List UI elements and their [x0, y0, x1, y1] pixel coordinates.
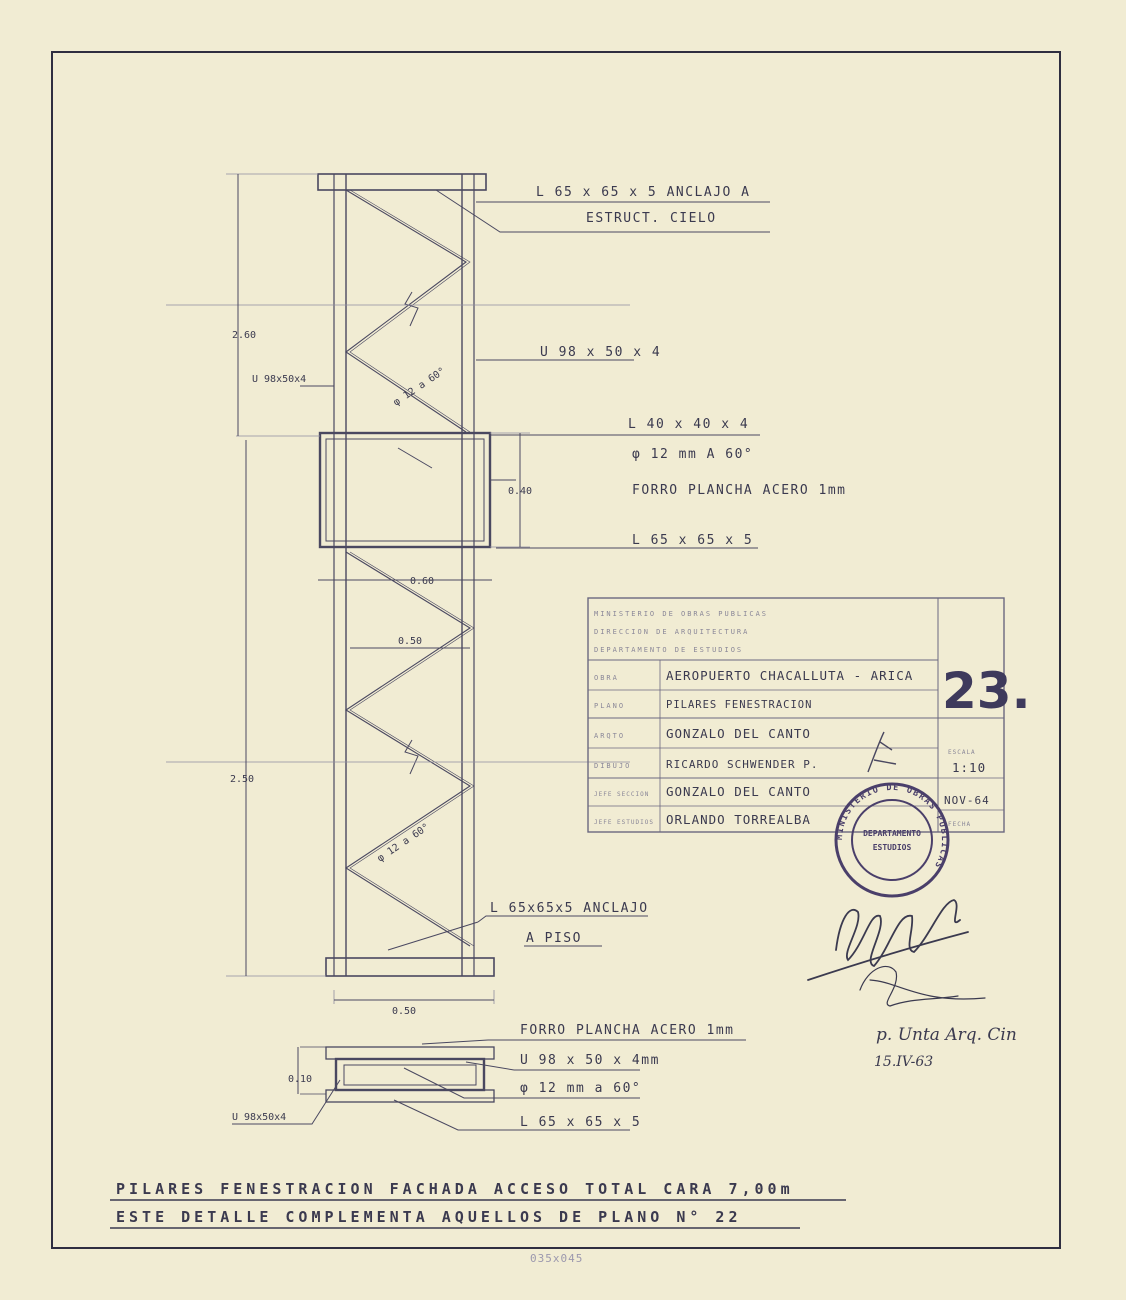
- tb-fecha-label: FECHA: [948, 821, 972, 828]
- tb-ministry: MINISTERIO DE OBRAS PUBLICAS: [594, 610, 769, 618]
- pillar-section: [232, 1040, 746, 1130]
- dim-upper-height: 2.60: [232, 330, 257, 341]
- tb-row-value-dibujo: RICARDO SCHWENDER P.: [666, 758, 819, 771]
- approval-line: p. Unta Arq. Cin: [876, 1025, 1017, 1045]
- tb-row-key-obra: OBRA: [594, 674, 619, 682]
- stamp-center-2: ESTUDIOS: [872, 843, 912, 852]
- round-stamp: [835, 783, 949, 896]
- label-forro: FORRO PLANCHA ACERO 1mm: [632, 483, 847, 498]
- label-sec-angle: L 65 x 65 x 5: [520, 1115, 642, 1130]
- top-cap-plate: [318, 174, 486, 190]
- label-sec-bar: φ 12 mm a 60°: [520, 1081, 642, 1096]
- label-channel-left: U 98x50x4: [252, 374, 307, 385]
- base-plate: [326, 958, 494, 976]
- pillar-elevation: [318, 174, 494, 976]
- tb-row-value-jefe-estudios: ORLANDO TORREALBA: [666, 812, 811, 827]
- label-sec-forro: FORRO PLANCHA ACERO 1mm: [520, 1023, 735, 1038]
- tb-row-key-jefe-estudios: JEFE ESTUDIOS: [594, 819, 654, 826]
- leader-lines: [300, 190, 770, 950]
- title-block-text: [594, 610, 1031, 828]
- tb-row-key-dibujo: DIBUJO: [594, 762, 632, 770]
- signature-underline: [808, 932, 968, 980]
- archive-mark: 035x045: [530, 1252, 584, 1265]
- tb-sheet-number: 23.: [942, 662, 1031, 720]
- drafter-initials: [868, 732, 896, 772]
- label-brace-lower: φ 12 a 60°: [375, 821, 432, 865]
- signatures: [808, 900, 985, 1006]
- dimension-lines: [238, 174, 520, 1094]
- tb-scale: 1:10: [952, 760, 987, 775]
- dim-width-060: 0.60: [410, 576, 435, 587]
- tb-escala-label: ESCALA: [948, 749, 976, 756]
- label-angle-40: L 40 x 40 x 4: [628, 417, 750, 432]
- section-top-plate: [326, 1047, 494, 1059]
- dim-box-height: 0.40: [508, 486, 533, 497]
- tb-row-value-jefe-seccion: GONZALO DEL CANTO: [666, 784, 811, 799]
- stamp-ring-text: MINISTERIO DE OBRAS PUBLICAS: [834, 782, 950, 871]
- label-top-angle-2: ESTRUCT. CIELO: [586, 211, 717, 226]
- tb-row-key-plano: PLANO: [594, 702, 626, 710]
- label-sec-channel-left: U 98x50x4: [232, 1112, 287, 1123]
- dim-width-050-bottom: 0.50: [392, 1006, 417, 1017]
- label-channel-right: U 98 x 50 x 4: [540, 345, 662, 360]
- dim-section-depth: 0.10: [288, 1074, 313, 1085]
- tb-direction: DIRECCION DE ARQUITECTURA: [594, 628, 750, 636]
- tb-row-key-jefe-seccion: JEFE SECCION: [594, 791, 650, 798]
- signature-main: [836, 900, 960, 966]
- section-bottom-plate: [326, 1090, 494, 1102]
- lower-brace: [346, 552, 470, 946]
- dim-width-050-mid: 0.50: [398, 636, 423, 647]
- label-sec-channel: U 98 x 50 x 4mm: [520, 1053, 660, 1068]
- tb-row-key-arqto: ARQTO: [594, 732, 626, 740]
- extension-lines: [166, 174, 630, 1004]
- tb-row-value-arqto: GONZALO DEL CANTO: [666, 726, 811, 741]
- title-line-1: PILARES FENESTRACION FACHADA ACCESO TOTAL CARA 7,00m: [116, 1180, 794, 1198]
- tb-date: NOV-64: [944, 794, 990, 807]
- title-line-2: ESTE DETALLE COMPLEMENTA AQUELLOS DE PLANO N° 22: [116, 1208, 742, 1226]
- tb-row-value-obra: AEROPUERTO CHACALLUTA - ARICA: [666, 668, 914, 683]
- tb-row-value-plano: PILARES FENESTRACION: [666, 699, 813, 711]
- stamp-center-1: DEPARTAMENTO: [863, 829, 921, 838]
- tb-department: DEPARTAMENTO DE ESTUDIOS: [594, 646, 744, 654]
- elevation-labels: [230, 185, 847, 1017]
- approval-date: 15.IV-63: [874, 1054, 934, 1070]
- dim-lower-height: 2.50: [230, 774, 255, 785]
- label-bottom-angle-1: L 65x65x5 ANCLAJO: [490, 901, 649, 916]
- main-title: [110, 1180, 846, 1228]
- signature-secondary: [860, 966, 985, 1006]
- label-brace-upper: φ 12 a 60°: [391, 365, 448, 409]
- label-angle-65-mid: L 65 x 65 x 5: [632, 533, 754, 548]
- label-top-angle-1: L 65 x 65 x 5 ANCLAJO A: [536, 185, 751, 200]
- label-bar-12: φ 12 mm A 60°: [632, 447, 754, 462]
- label-bottom-angle-2: A PISO: [526, 931, 582, 946]
